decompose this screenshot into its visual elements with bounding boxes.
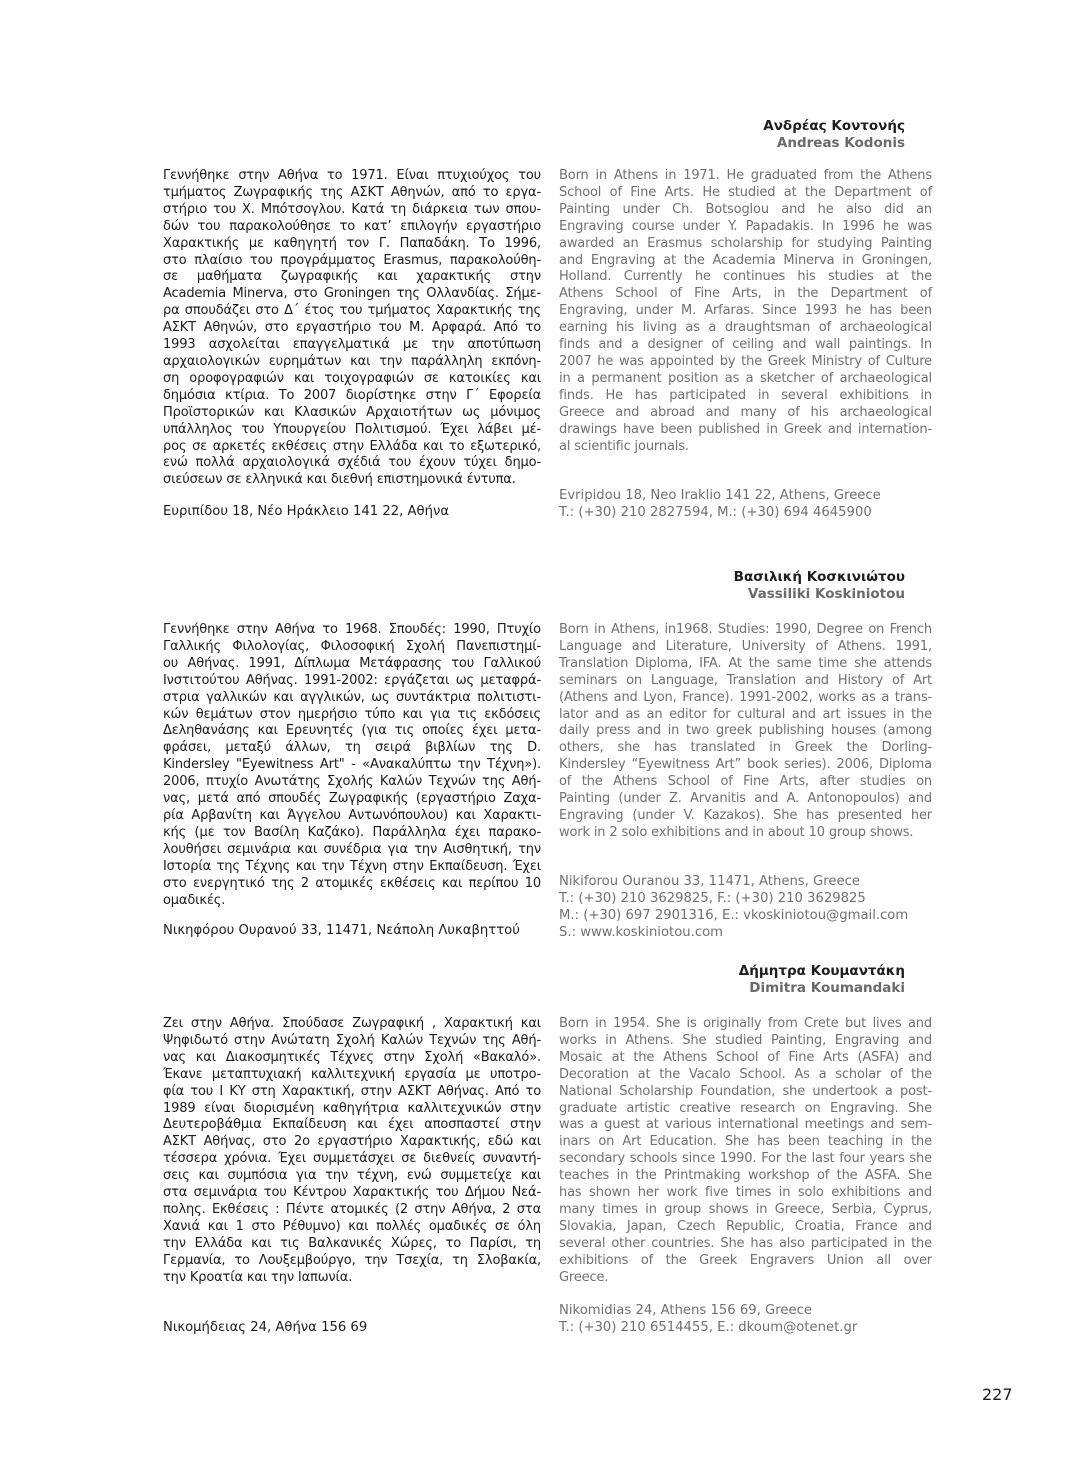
bio-greek [163, 168, 541, 489]
bio-line: υπάλληλος του Υπουργείου Πολιτισμού. Έχει λάβει μέ- [163, 421, 541, 437]
bio-line: δημόσια κτίρια. Το 2007 διορίστηκε στην Γ΄ Εφορεία [163, 387, 541, 403]
bio-line: την Κροατία και την Ιαπωνία. [163, 1269, 353, 1285]
address-english [559, 874, 908, 942]
bio-line: awarded an Erasmus scholarship for studying Painting [559, 235, 932, 251]
bio-line: ενώ πολλά αρχαιολογικά σχέδιά του έχουν τύχει δημο- [163, 455, 541, 471]
bio-line: lator and as an editor for cultural and art issues in the [559, 706, 932, 722]
bio-line: Προϊστορικών και Κλασικών Αρχαιοτήτων ως μόνιμος [163, 404, 541, 420]
page-number: 227 [982, 1385, 1013, 1404]
bio-greek [163, 1016, 541, 1287]
bio-english [559, 1016, 932, 1287]
address-line: T.: (+30) 210 2827594, M.: (+30) 694 4645900 [559, 504, 872, 520]
bio-line: σεις και συμπόσια για την τέχνη, ενώ συμμετείχε και [163, 1168, 541, 1184]
bio-line: αρχαιολογικών ευρημάτων και την παράλληλη εκπόνη- [163, 353, 541, 369]
bio-line: κών θεμάτων στον ημερήσιο τύπο και για τις εκδόσεις [163, 706, 541, 722]
address-line: Evripidou 18, Neo Iraklio 141 22, Athens, Greece [559, 488, 881, 503]
bio-line: al scientific journals. [559, 438, 689, 454]
bio-line: Holland. Currently he continues his studies at the [559, 269, 932, 285]
bio-line: daily press and in two greek publishing houses (among [559, 723, 932, 739]
artist-name-english: Vassiliki Koskiniotou [747, 586, 905, 602]
bio-line: Χαρακτικής με καθηγητή τον Γ. Παπαδάκη. Το 1996, [163, 235, 541, 251]
bio-line: νας, μετά από σπουδές Ζωγραφικής (εργαστήριο Ζαχα- [163, 791, 541, 807]
bio-line: λουθήσει σεμινάρια και συνέδρια για την Αισθητική, την [163, 841, 541, 857]
bio-line: several other countries. She has also participated in the [559, 1235, 932, 1251]
bio-line: Greece and abroad and many of his archaeological [559, 404, 932, 420]
bio-line: secondary schools since 1990. For the last four years she [559, 1151, 932, 1167]
bio-line: Γεννήθηκε στην Αθήνα το 1968. Σπουδές: 1990, Πτυχίο [163, 622, 541, 637]
bio-line: Δεληθανάσης και Ερευνητές (για τις οποίες έχει μετα- [163, 723, 541, 739]
bio-line: στρια γαλλικών και αγγλικών, ως συντάκτρια πολιτιστι- [163, 689, 541, 705]
bio-line: Born in Athens, in1968. Studies: 1990, Degree on French [559, 622, 932, 637]
artist-name-greek: Δήμητρα Κουμαντάκη [738, 963, 905, 979]
bio-line: Ψηφιδωτό στην Ανώτατη Σχολή Καλών Τεχνών της Αθή- [163, 1032, 541, 1048]
address-line: Νικομήδειας 24, Αθήνα 156 69 [163, 1320, 368, 1335]
bio-line: Born in Athens in 1971. He graduated from the Athens [559, 168, 932, 183]
bio-line: Kindersley "Eyewitness Art" - «Ανακαλύπτω την Τέχνη»). [163, 757, 541, 773]
address-english [559, 488, 881, 522]
bio-line: Δευτεροβάθμια Εκπαίδευση και έχει αποσπαστεί στην [163, 1117, 541, 1133]
address-line: T.: (+30) 210 6514455, E.: dkoum@otenet.gr [559, 1319, 858, 1335]
bio-line: 1989 είναι διορισμένη καθηγήτρια καλλιτεχνικών στην [163, 1100, 541, 1116]
bio-line: was a guest at various international meetings and sem- [559, 1117, 932, 1133]
bio-line: (Athens and Lyon, France). 1991-2002, works as a trans- [559, 689, 932, 705]
bio-line: στήριο του Χ. Μπότσογλου. Κατά τη διάρκεια των σπου- [163, 201, 541, 217]
address-english [559, 1303, 857, 1337]
artist-name-block [734, 569, 905, 603]
artist-name-english: Andreas Kodonis [776, 135, 905, 151]
bio-line: Engraving course under Y. Papadakis. In 1996 he was [559, 218, 932, 234]
address-line: T.: (+30) 210 3629825, F.: (+30) 210 3629825 [559, 890, 866, 906]
bio-line: finds. He has participated in several exhibitions in [559, 387, 932, 403]
address-greek [163, 923, 520, 940]
bio-line: τμήματος Ζωγραφικής της ΑΣΚΤ Αθηνών, από το εργα- [163, 184, 541, 200]
artist-name-english: Dimitra Koumandaki [749, 980, 905, 996]
bio-line: Greece. [559, 1269, 609, 1285]
bio-line: School of Fine Arts. He studied at the Department of [559, 184, 932, 200]
bio-line: ρα σπουδάζει στο Δ΄ έτος του τμήματος Χαρακτικής της [163, 303, 541, 319]
bio-line: δών του παρακολούθησε το κατ’ επιλογήν εργαστήριο [163, 218, 541, 234]
bio-line: finds and a designer of ceiling and wall paintings. In [559, 337, 932, 353]
bio-line: Academia Minerva, στο Groningen της Ολλανδίας. Σήμε- [163, 286, 541, 302]
artist-name-greek: Βασιλική Κοσκινιώτου [733, 569, 905, 585]
bio-line: ου Αθήνας. 1991, Δίπλωμα Μετάφρασης του Γαλλικού [163, 655, 541, 671]
bio-line: many times in group shows in Greece, Serbia, Cyprus, [559, 1201, 932, 1217]
bio-line: σε μαθήματα ζωγραφικής και χαρακτικής στην [163, 269, 541, 285]
address-line: S.: www.koskiniotou.com [559, 924, 723, 940]
address-line: Nikiforou Ouranou 33, 11471, Athens, Greece [559, 874, 860, 889]
bio-line: has shown her work five times in solo exhibitions and [559, 1185, 932, 1201]
artist-name-block [739, 963, 905, 997]
bio-line: ομαδικές. [163, 892, 226, 908]
bio-line: Γεννήθηκε στην Αθήνα το 1971. Είναι πτυχιούχος του [163, 168, 541, 183]
bio-english [559, 622, 932, 842]
bio-line: of the Athens School of Fine Arts, after studies on [559, 774, 932, 790]
bio-line: Γερμανία, το Λουξεμβούργο, την Τσεχία, τη Σλοβακία, [163, 1252, 541, 1268]
bio-line: σιεύσεων σε ελληνικά και διεθνή επιστημονικά έντυπα. [163, 472, 516, 488]
bio-line: ρος σε αρκετές εκθέσεις στην Ελλάδα και το εξωτερικό, [163, 438, 541, 454]
bio-line: Ινστιτούτου Αθήνας. 1991-2002: εργάζεται ως μεταφρά- [163, 672, 541, 688]
bio-line: πολης. Εκθέσεις : Πέντε ατομικές (2 στην Αθήνα, 2 στα [163, 1201, 541, 1217]
bio-line: 2007 he was appointed by the Greek Ministry of Culture [559, 353, 932, 369]
bio-line: ρία Αρβανίτη και Άγγελου Αντωνόπουλου) και Χαρακτι- [163, 807, 541, 823]
bio-line: and Engraving at the Academia Minerva in Groningen, [559, 252, 932, 268]
address-greek [163, 504, 449, 521]
bio-line: την Ελλάδα και τις Βαλκανικές Χώρες, το Παρίσι, τη [163, 1235, 541, 1251]
bio-line: Language and Literature, University of Athens. 1991, [559, 638, 932, 654]
bio-greek [163, 622, 541, 909]
address-line: Νικηφόρου Ουρανού 33, 11471, Νεάπολη Λυκαβηττού [163, 923, 520, 938]
bio-line: National Scholarship Foundation, she undertook a post- [559, 1083, 932, 1099]
bio-line: works in Athens. She studied Painting, Engraving and [559, 1032, 932, 1048]
bio-line: Athens School of Fine Arts, in the Department of [559, 286, 932, 302]
bio-line: κής (με τον Βασίλη Καζάκο). Παράλληλα έχει παρακο- [163, 824, 541, 840]
bio-line: στο ενεργητικό της 2 ατομικές εκθέσεις και περίπου 10 [163, 875, 541, 891]
bio-line: Έκανε μεταπτυχιακή καλλιτεχνική εργασία με υποτρο- [163, 1066, 541, 1082]
bio-line: 2006, πτυχίο Ανωτάτης Σχολής Καλών Τεχνών της Αθή- [163, 774, 541, 790]
address-line: Ευριπίδου 18, Νέο Ηράκλειο 141 22, Αθήνα [163, 504, 450, 519]
bio-line: στα σεμινάρια του Κέντρου Χαρακτικής του Δήμου Νεά- [163, 1185, 541, 1201]
bio-line: Decoration at the Vacalo School. As a scholar of the [559, 1066, 932, 1082]
bio-line: work in 2 solo exhibitions and in about 10 group shows. [559, 824, 914, 840]
bio-line: drawings have been published in Greek and internation- [559, 421, 932, 437]
bio-english [559, 168, 932, 455]
bio-line: ΑΣΚΤ Αθήνας, στο 2ο εργαστήριο Χαρακτικής, εδώ και [163, 1134, 541, 1150]
bio-line: Ζει στην Αθήνα. Σπούδασε Ζωγραφική , Χαρακτική και [163, 1016, 541, 1031]
bio-line: graduate artistic creative research on Engraving. She [559, 1100, 932, 1116]
bio-line: Kindersley “Eyewitness Art” book series). 2006, Diploma [559, 757, 932, 773]
bio-line: Painting (under Z. Arvanitis and A. Antonopoulos) and [559, 791, 932, 807]
bio-line: Translation Diploma, IFA. At the same time she attends [559, 655, 932, 671]
bio-line: στο πλαίσιο του προγράμματος Erasmus, παρακολούθη- [163, 252, 541, 268]
bio-line: inars on Art Education. She has been teaching in the [559, 1134, 932, 1150]
bio-line: τέσσερα χρόνια. Έχει συμμετάσχει σε διεθνείς συναντή- [163, 1151, 541, 1167]
bio-line: νας και Διακοσμητικές Τέχνες στην Σχολή «Βακαλό». [163, 1049, 541, 1065]
address-line: Nikomidias 24, Athens 156 69, Greece [559, 1303, 812, 1318]
bio-line: seminars on Language, Translation and History of Art [559, 672, 932, 688]
bio-line: teaches in the Printmaking workshop of the ASFA. She [559, 1168, 932, 1184]
bio-line: Mosaic at the Athens School of Fine Arts (ASFA) and [559, 1049, 932, 1065]
address-line: M.: (+30) 697 2901316, E.: vkoskiniotou@gmail.com [559, 907, 909, 923]
bio-line: Slovakia, Japan, Czech Republic, Croatia, France and [559, 1218, 932, 1234]
bio-line: Painting under Ch. Botsoglou and he also did an [559, 201, 932, 217]
bio-line: ΑΣΚΤ Αθηνών, στο εργαστήριο του Μ. Αρφαρά. Από το [163, 320, 541, 336]
bio-line: Born in 1954. She is originally from Crete but lives and [559, 1016, 932, 1031]
bio-line: ση οροφογραφιών και τοιχογραφιών σε κατοικίες και [163, 370, 541, 386]
bio-line: φία του Ι ΚΥ στη Χαρακτική, στην ΑΣΚΤ Αθήνας. Από το [163, 1083, 541, 1099]
artist-name-greek: Ανδρέας Κοντονής [763, 118, 905, 134]
bio-line: Engraving, under M. Arfaras. Since 1993 he has been [559, 303, 932, 319]
address-greek [163, 1320, 367, 1337]
bio-line: Χανιά και 1 στο Ρέθυμνο) και πολλές ομαδικές σε όλη [163, 1218, 541, 1234]
bio-line: earning his living as a draughtsman of archaeological [559, 320, 932, 336]
bio-line: in a permanent position as a sketcher of archaeological [559, 370, 932, 386]
artist-name-block [763, 118, 905, 152]
bio-line: Γαλλικής Φιλολογίας, Φιλοσοφική Σχολή Πανεπιστημί- [163, 638, 541, 654]
bio-line: exhibitions of the Greek Engravers Union all over [559, 1252, 932, 1268]
bio-line: Ιστορία της Τέχνης και την Τέχνη στην Εκπαίδευση. Έχει [163, 858, 541, 874]
bio-line: φράσει, μεταξύ άλλων, τη σειρά βιβλίων της D. [163, 740, 541, 756]
bio-line: 1993 ασχολείται επαγγελματικά με την αποτύπωση [163, 337, 541, 353]
bio-line: others, she has translated in Greek the Dorling- [559, 740, 932, 756]
bio-line: Engraving (under V. Kazakos). She has presented her [559, 807, 932, 823]
